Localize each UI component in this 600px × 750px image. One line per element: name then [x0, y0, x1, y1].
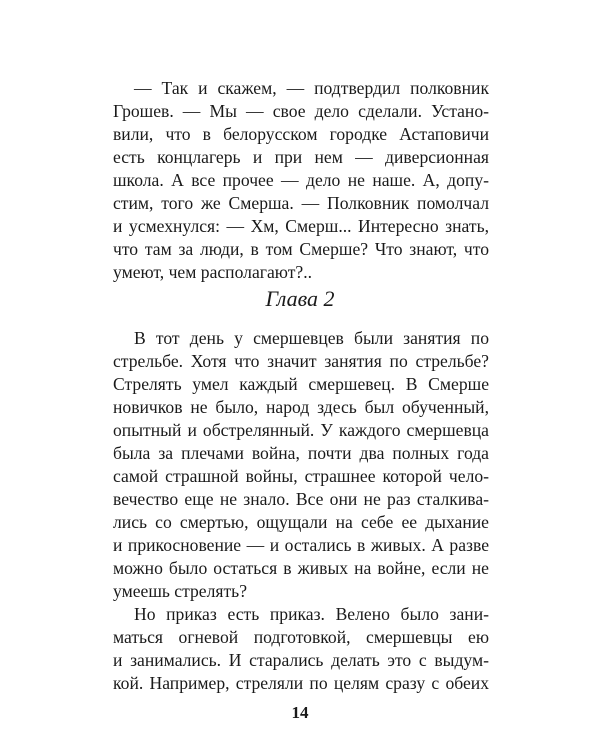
text-line: опытный и обстрелянный. У каждого смершевца [113, 420, 489, 440]
text-line: умеешь стрелять? [113, 581, 247, 601]
text-line: новичков не было, народ здесь был обученный, [113, 397, 489, 417]
text-line: кой. Например, стреляли по целям сразу с обеих [113, 673, 489, 693]
text-line: умеют, чем располагают?.. [113, 262, 312, 282]
chapter-heading: Глава 2 [265, 286, 335, 311]
text-line: вечество еще не знало. Все они не раз сталкива- [113, 489, 489, 509]
text-line: Но приказ есть приказ. Велено было зани- [134, 604, 489, 624]
text-line: вили, что в белорусском городке Астаповичи [113, 124, 489, 144]
text-line: маться огневой подготовкой, смершевцы ею [113, 627, 489, 647]
text-line: школа. А все прочее — дело не наше. А, допу- [113, 170, 489, 190]
text-line: стрельбе. Хотя что значит занятия по стрельбе? [113, 351, 489, 371]
text-line: Стрелять умел каждый смершевец. В Смерше [113, 374, 489, 394]
text-line: что там за люди, в том Смерше? Что знают, что [113, 239, 489, 259]
text-line: Грошев. — Мы — свое дело сделали. Устано- [113, 101, 489, 121]
text-line: есть концлагерь и при нем — диверсионная [113, 147, 489, 167]
text-line: стим, того же Смерша. — Полковник помолчал [113, 193, 489, 213]
page-number: 14 [291, 703, 309, 722]
text-line: самой страшной войны, страшнее которой чело- [113, 466, 489, 486]
text-line: можно было остаться в живых на войне, если не [113, 558, 489, 578]
text-line: и усмехнулся: — Хм, Смерш... Интересно знать, [113, 216, 489, 236]
text-line: была за плечами война, почти два полных года [113, 443, 489, 463]
text-line: и занимались. И старались делать это с выдум- [113, 650, 489, 670]
text-line: В тот день у смершевцев были занятия по [134, 328, 489, 348]
text-line: и прикосновение — и остались в живых. А разве [113, 535, 489, 555]
text-line: — Так и скажем, — подтвердил полковник [134, 78, 489, 98]
text-line: лись со смертью, ощущали на себе ее дыхание [113, 512, 489, 532]
